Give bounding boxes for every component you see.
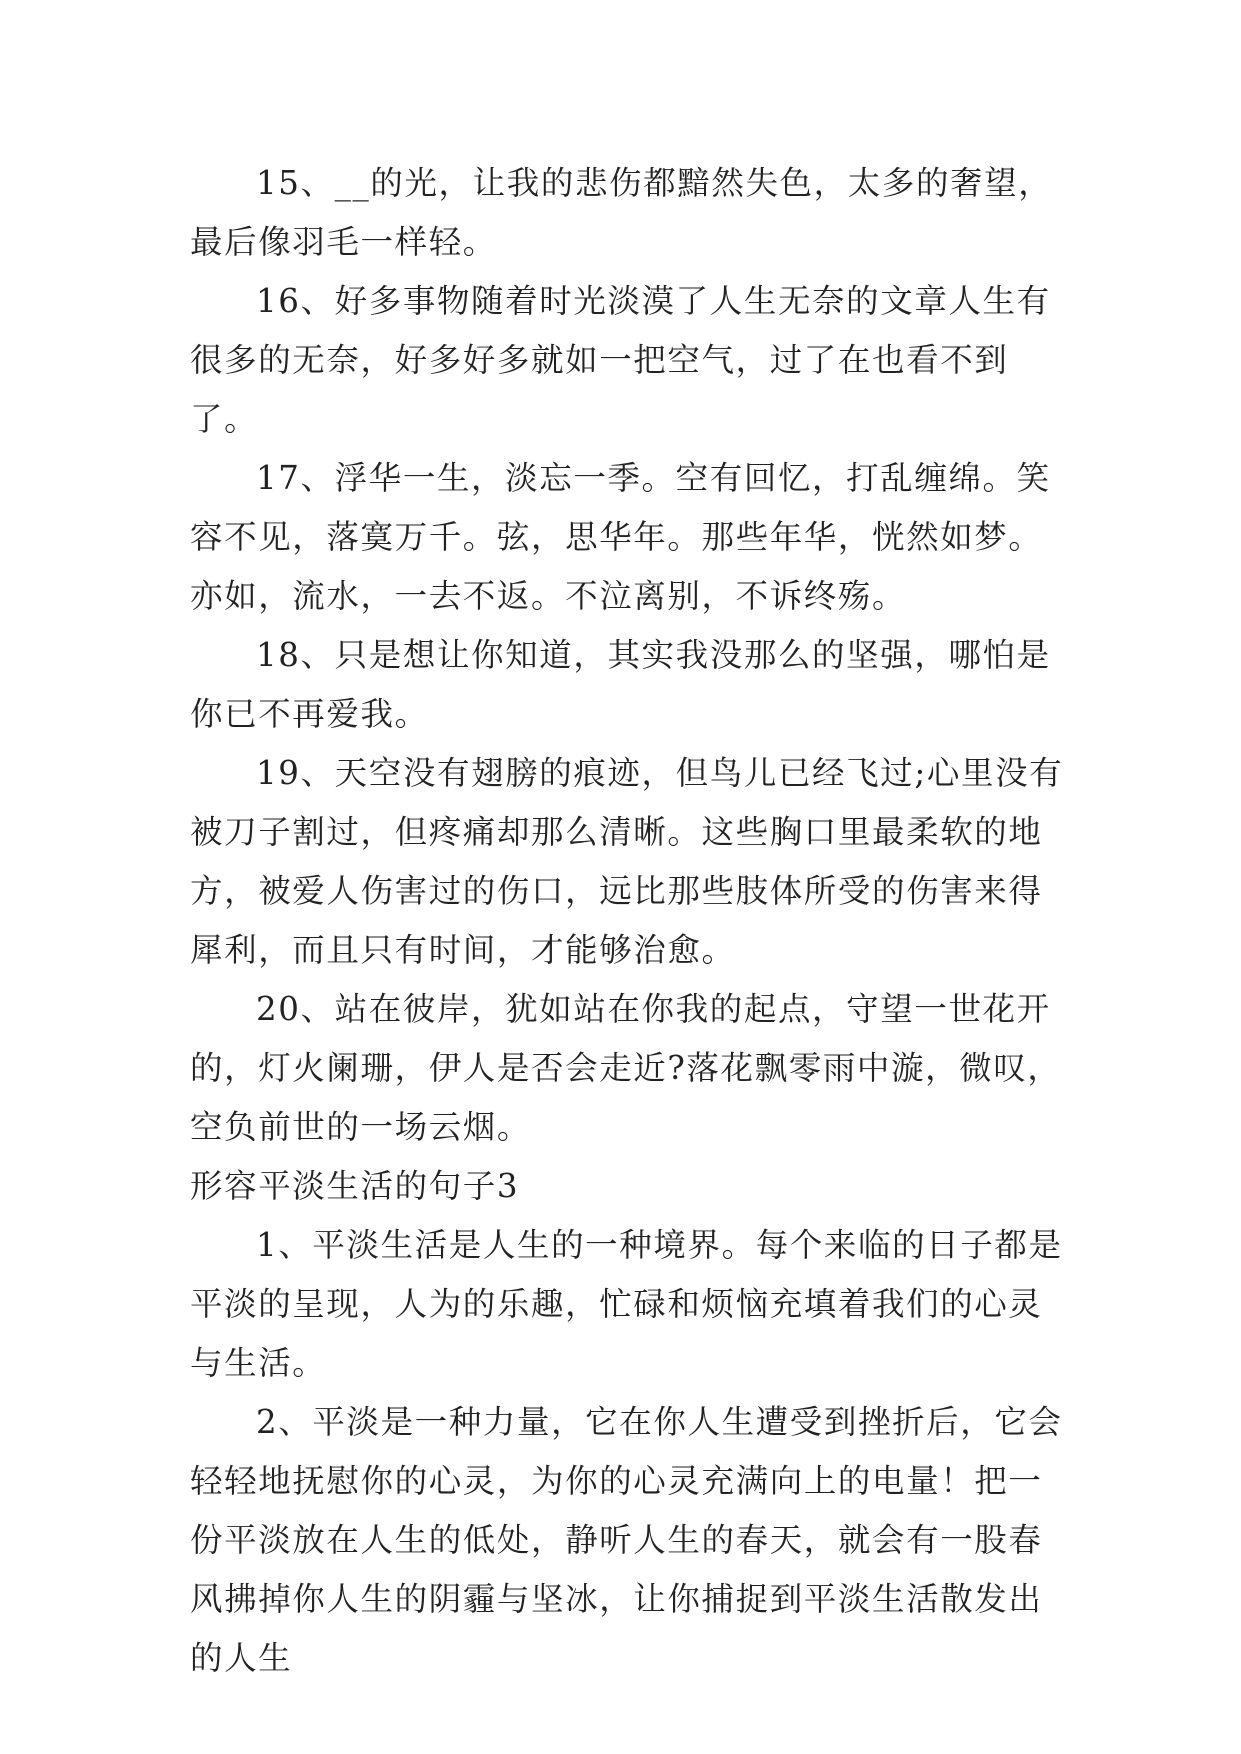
paragraph-15: 15、__的光，让我的悲伤都黯然失色，太多的奢望，最后像羽毛一样轻。 xyxy=(190,164,1053,261)
section-paragraph-1: 1、平淡生活是人生的一种境界。每个来临的日子都是平淡的呈现，人为的乐趣，忙碌和烦恼充填着我们的心灵与生活。 xyxy=(190,1226,1063,1382)
paragraph-16: 16、好多事物随着时光淡漠了人生无奈的文章人生有很多的无奈，好多好多就如一把空气，过了在也看不到了。 xyxy=(190,282,1051,438)
section-heading: 形容平淡生活的句子3 xyxy=(190,1167,520,1205)
document-body xyxy=(190,154,1068,1688)
paragraph-20: 20、站在彼岸，犹如站在你我的起点，守望一世花开的，灯火阑珊，伊人是否会走近?落花飘零雨中漩，微叹，空负前世的一场云烟。 xyxy=(190,990,1062,1146)
paragraph-17: 17、浮华一生，淡忘一季。空有回忆，打乱缠绵。笑容不见，落寞万千。弦，思华年。那些年华，恍然如梦。亦如，流水，一去不返。不泣离别，不诉终殇。 xyxy=(190,459,1051,615)
paragraph-19: 19、天空没有翅膀的痕迹，但鸟儿已经飞过;心里没有被刀子割过，但疼痛却那么清晰。这些胸口里最柔软的地方，被爱人伤害过的伤口，远比那些肢体所受的伤害来得犀利，而且只有时间，才能够治愈。 xyxy=(190,754,1064,969)
section-paragraph-2: 2、平淡是一种力量，它在你人生遭受到挫折后，它会轻轻地抚慰你的心灵，为你的心灵充满向上的电量！把一份平淡放在人生的低处，静听人生的春天，就会有一股春风拂掉你人生的阴霾与坚冰，让你捕捉到平淡生活散发出的人生 xyxy=(190,1403,1063,1677)
paragraph-18: 18、只是想让你知道，其实我没那么的坚强，哪怕是你已不再爱我。 xyxy=(190,636,1051,733)
